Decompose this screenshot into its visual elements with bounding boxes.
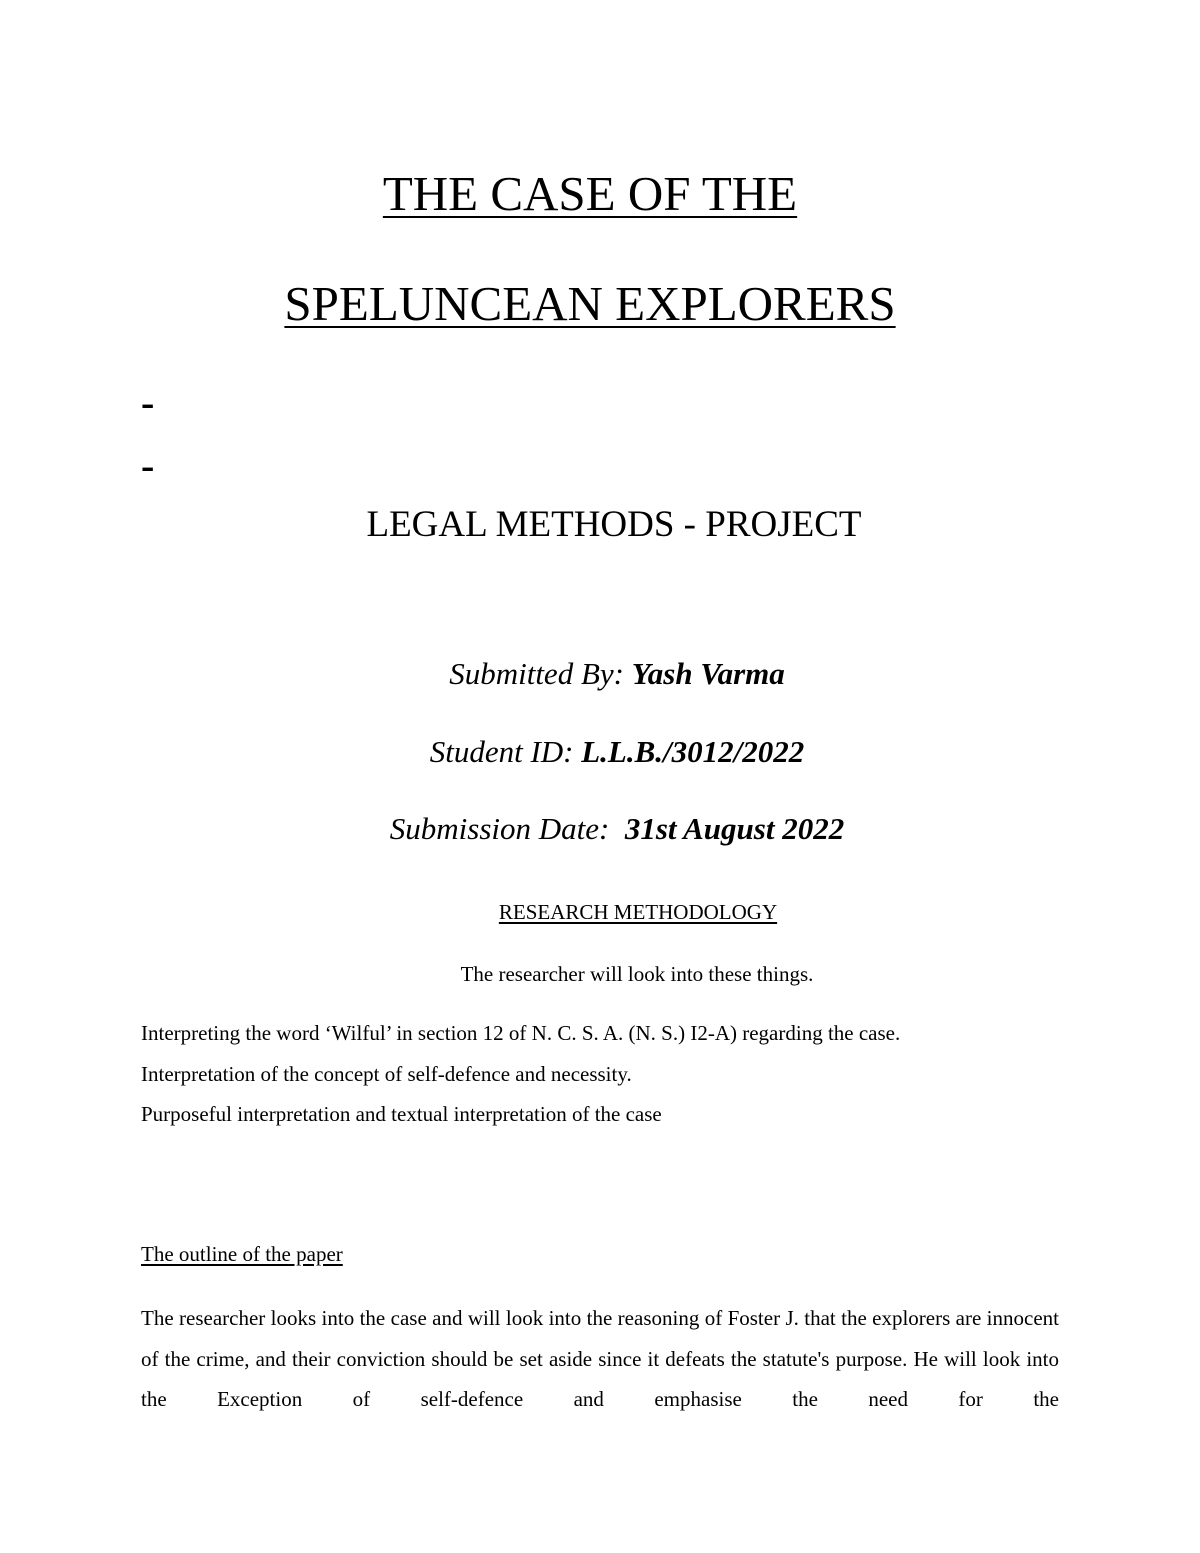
student-id-label: Student ID:	[429, 734, 582, 769]
submission-date-value: 31st August 2022	[624, 811, 845, 846]
submitted-by-line	[0, 654, 1200, 694]
submitted-by-label: Submitted By:	[449, 656, 632, 691]
submission-date-label: Submission Date:	[389, 811, 625, 846]
course-title: LEGAL METHODS - PROJECT	[366, 504, 862, 545]
dash-marker-1: -	[141, 380, 155, 425]
research-intro: The researcher will look into these things.	[460, 962, 814, 986]
student-id-line	[0, 732, 1200, 772]
submitted-by-value: Yash Varma	[631, 656, 785, 691]
outline-paragraph: The researcher looks into the case and will look into the reasoning of Foster J. that the explorers are innocent of the crime, and their conviction should be set aside since it defeats the statute's purpose. He will look into the Exception of self-defence and emphasise the need for the	[141, 1306, 1059, 1411]
research-methodology-heading: RESEARCH METHODOLOGY	[498, 900, 778, 924]
document-title-line-2: SPELUNCEAN EXPLORERS	[284, 276, 896, 331]
research-point: Purposeful interpretation and textual interpretation of the case	[141, 1102, 662, 1126]
dash-marker-2: -	[141, 443, 155, 488]
outline-heading: The outline of the paper	[141, 1242, 343, 1266]
student-id-value: L.L.B./3012/2022	[581, 734, 805, 769]
submission-date-line	[0, 809, 1200, 849]
research-point: Interpreting the word ‘Wilful’ in section 12 of N. C. S. A. (N. S.) I2-A) regarding the case.	[141, 1021, 901, 1045]
research-point: Interpretation of the concept of self-defence and necessity.	[141, 1062, 632, 1086]
document-title-line-1: THE CASE OF THE	[382, 166, 798, 221]
